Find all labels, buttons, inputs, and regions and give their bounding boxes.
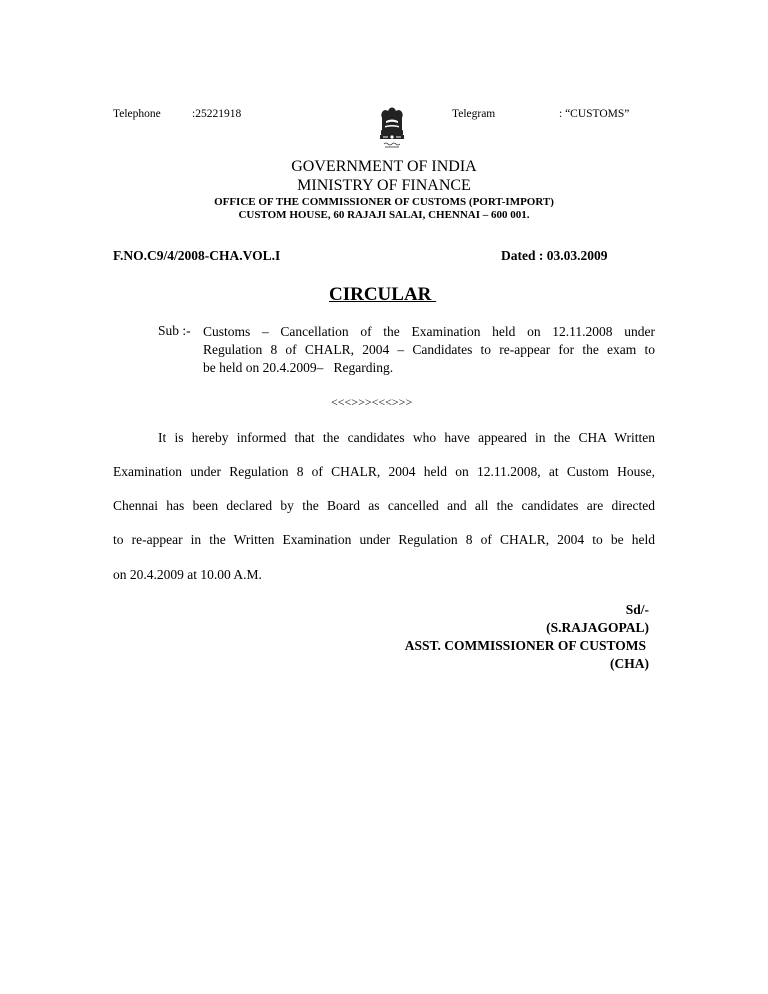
state-emblem-icon bbox=[377, 106, 407, 154]
signatory-name: (S.RAJAGOPAL) bbox=[546, 620, 649, 635]
telegram-value: : “CUSTOMS” bbox=[559, 108, 630, 120]
subject-line: be held on 20.4.2009– Regarding. bbox=[203, 360, 394, 375]
ministry-title: MINISTRY OF FINANCE bbox=[297, 177, 471, 194]
section-separator: <<<>>><<<>>> bbox=[331, 395, 413, 409]
telegram-label: Telegram bbox=[452, 108, 496, 120]
subject-label: Sub :- bbox=[158, 323, 191, 338]
subject-line: Customs – Cancellation of the Examination held on 12.11.2008 under bbox=[203, 324, 655, 339]
circular-date: Dated : 03.03.2009 bbox=[501, 248, 608, 263]
body-line: on 20.4.2009 at 10.00 A.M. bbox=[113, 567, 262, 582]
telephone-label: Telephone bbox=[113, 108, 161, 120]
body-line: Examination under Regulation 8 of CHALR, 2004 held on 12.11.2008, at Custom House, bbox=[113, 464, 655, 479]
signatory-unit: (CHA) bbox=[610, 656, 649, 671]
office-address: CUSTOM HOUSE, 60 RAJAJI SALAI, CHENNAI – 600 001. bbox=[238, 209, 530, 221]
government-title: GOVERNMENT OF INDIA bbox=[291, 158, 477, 175]
office-name: OFFICE OF THE COMMISSIONER OF CUSTOMS (PORT-IMPORT) bbox=[214, 196, 554, 208]
signatory-designation: ASST. COMMISSIONER OF CUSTOMS bbox=[404, 638, 646, 653]
signature-mark: Sd/- bbox=[625, 602, 649, 617]
body-line: Chennai has been declared by the Board as cancelled and all the candidates are directed bbox=[113, 498, 655, 513]
file-number: F.NO.C9/4/2008-CHA.VOL.I bbox=[113, 248, 281, 263]
circular-heading: CIRCULAR bbox=[329, 284, 437, 305]
body-line: to re-appear in the Written Examination under Regulation 8 of CHALR, 2004 to be held bbox=[113, 532, 655, 547]
subject-text bbox=[203, 323, 655, 377]
subject-line: Regulation 8 of CHALR, 2004 – Candidates to re-appear for the exam to bbox=[203, 342, 655, 357]
body-line: It is hereby informed that the candidates who have appeared in the CHA Written bbox=[158, 430, 655, 445]
telephone-number: :25221918 bbox=[192, 108, 242, 120]
